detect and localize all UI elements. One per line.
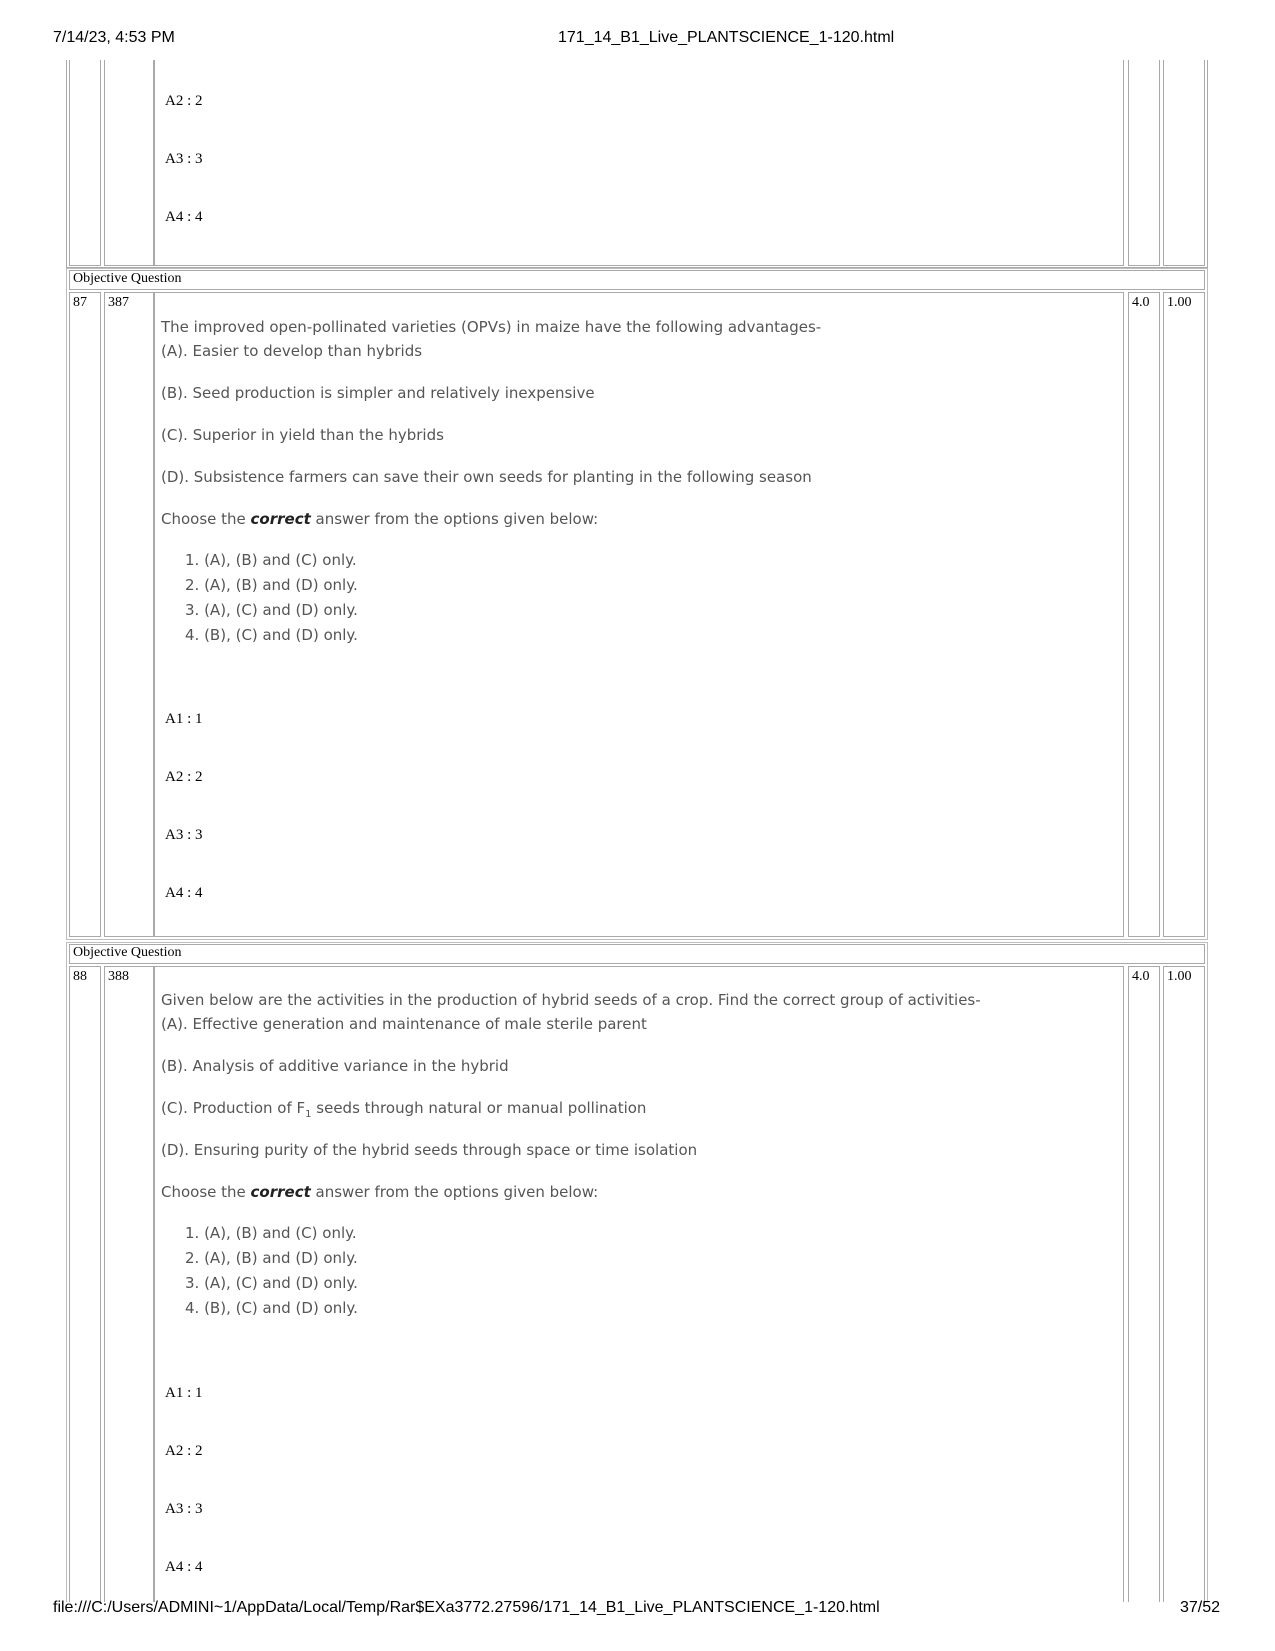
statement: (B). Analysis of additive variance in the hybrid xyxy=(161,1057,509,1075)
option-item: 3. (A), (C) and (D) only. xyxy=(185,601,358,619)
print-title: 171_14_B1_Live_PLANTSCIENCE_1-120.html xyxy=(558,29,895,46)
option-item: 2. (A), (B) and (D) only. xyxy=(185,1249,358,1267)
marks: 4.0 xyxy=(1128,966,1160,1602)
answer-option: A2 : 2 xyxy=(165,93,203,109)
statement: (D). Subsistence farmers can save their own seeds for planting in the following season xyxy=(161,468,812,486)
option-item: 4. (B), (C) and (D) only. xyxy=(185,626,358,644)
answer-option: A4 : 4 xyxy=(165,885,203,901)
options-list xyxy=(185,1221,358,1321)
answer-option: A1 : 1 xyxy=(165,711,203,727)
option-item: 4. (B), (C) and (D) only. xyxy=(185,1299,358,1317)
choose-instruction: Choose the correct answer from the options given below: xyxy=(161,510,599,528)
print-datetime: 7/14/23, 4:53 PM xyxy=(53,29,175,46)
answer-option: A3 : 3 xyxy=(165,151,203,167)
question-id: 388 xyxy=(104,966,154,1602)
negative-marks: 1.00 xyxy=(1163,292,1205,937)
question-id: 387 xyxy=(104,292,154,937)
option-item: 1. (A), (B) and (C) only. xyxy=(185,551,357,569)
answer-option: A1 : 1 xyxy=(165,1385,203,1401)
question-stem: The improved open-pollinated varieties (OPVs) in maize have the following advantages- xyxy=(161,318,822,336)
answer-option: A2 : 2 xyxy=(165,769,203,785)
serial-number: 88 xyxy=(69,966,101,1602)
negative-marks: 1.00 xyxy=(1163,966,1205,1602)
answer-option: A4 : 4 xyxy=(165,1559,203,1575)
answer-option: A3 : 3 xyxy=(165,827,203,843)
statement: (C). Superior in yield than the hybrids xyxy=(161,426,444,444)
question-stem: Given below are the activities in the production of hybrid seeds of a crop. Find the correct group of activities- xyxy=(161,991,981,1009)
answer-option: A2 : 2 xyxy=(165,1443,203,1459)
print-file-path: file:///C:/Users/ADMINI~1/AppData/Local/Temp/Rar$EXa3772.27596/171_14_B1_Live_PLANTSCIENCE_1-120.html xyxy=(53,1599,880,1616)
answer-option: A3 : 3 xyxy=(165,1501,203,1517)
section-label: Objective Question xyxy=(73,945,182,960)
option-item: 1. (A), (B) and (C) only. xyxy=(185,1224,357,1242)
statement: (B). Seed production is simpler and relatively inexpensive xyxy=(161,384,595,402)
section-label: Objective Question xyxy=(73,271,182,286)
marks: 4.0 xyxy=(1128,292,1160,937)
statement: (A). Effective generation and maintenance of male sterile parent xyxy=(161,1015,647,1033)
answer-option: A4 : 4 xyxy=(165,209,203,225)
serial-number: 87 xyxy=(69,292,101,937)
choose-instruction: Choose the correct answer from the options given below: xyxy=(161,1183,599,1201)
statement: (A). Easier to develop than hybrids xyxy=(161,342,423,360)
options-list xyxy=(185,548,358,648)
page-number: 37/52 xyxy=(1180,1599,1221,1616)
option-item: 2. (A), (B) and (D) only. xyxy=(185,576,358,594)
option-item: 3. (A), (C) and (D) only. xyxy=(185,1274,358,1292)
statement: (D). Ensuring purity of the hybrid seeds through space or time isolation xyxy=(161,1141,698,1159)
statement: (C). Production of $F_1$ seeds through natural or manual pollination xyxy=(161,1099,647,1120)
